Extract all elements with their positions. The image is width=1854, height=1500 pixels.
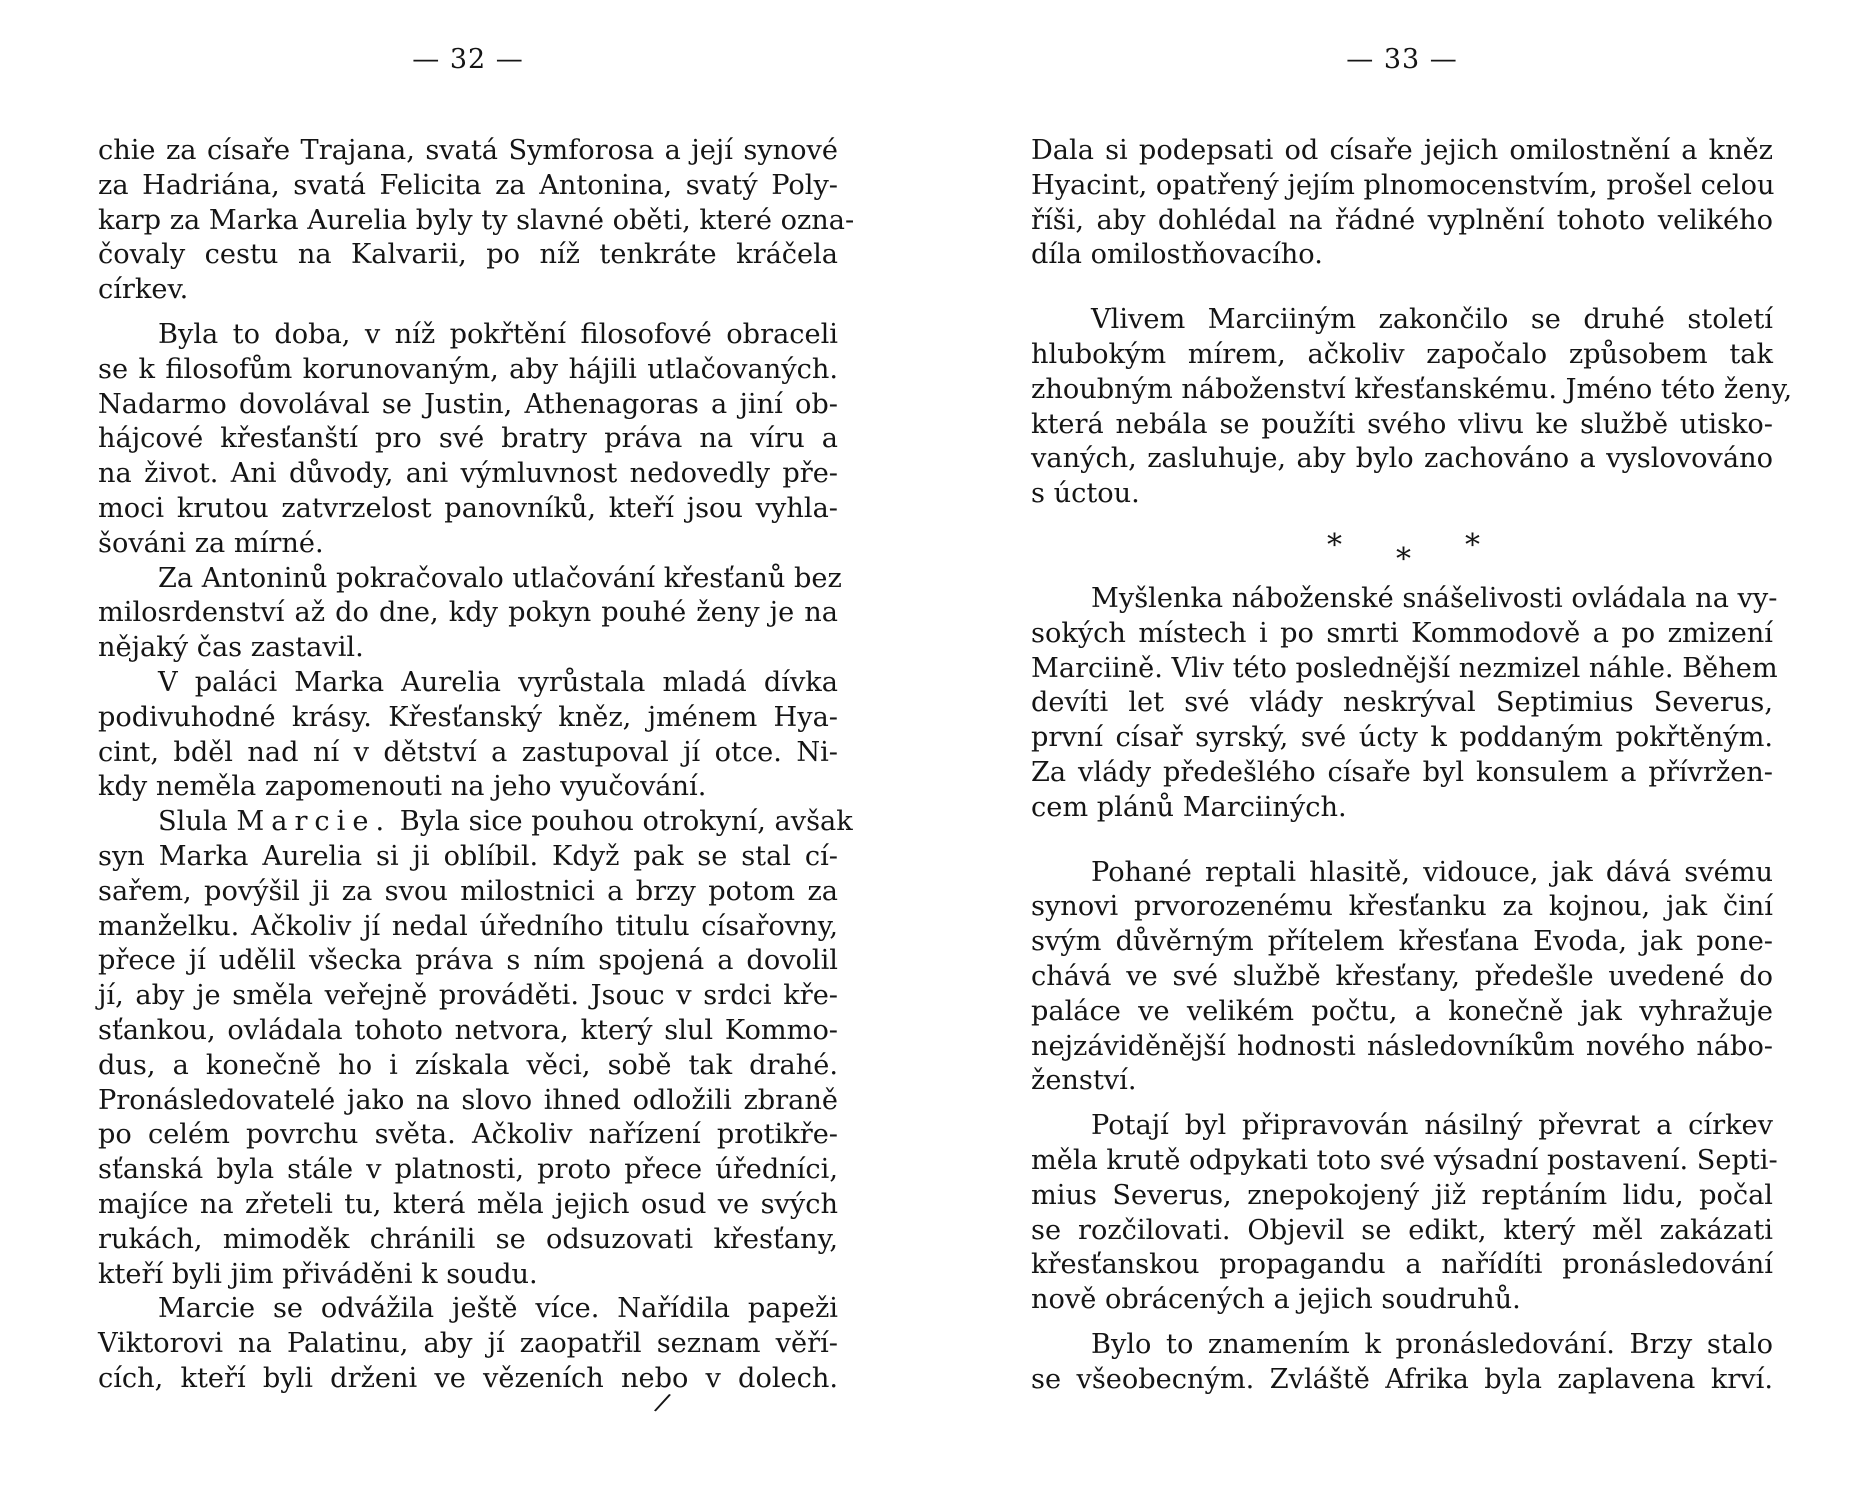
text-line: po celém povrchu světa. Ačkoliv nařízení protikře- — [98, 1119, 838, 1151]
text-line: zhoubným náboženství křesťanskému. Jméno této ženy, — [1031, 373, 1793, 405]
text-line: Myšlenka náboženské snášelivosti ovládala na vy- — [1091, 582, 1778, 614]
text-line: sťankou, ovládala tohoto netvora, který slul Kommo- — [98, 1014, 838, 1046]
text-line: křesťanskou propagandu a nařídíti pronásledování — [1031, 1249, 1773, 1281]
text-line: chie za císaře Trajana, svatá Symforosa a její synové — [98, 135, 838, 166]
star-glyph: * — [1396, 541, 1411, 577]
text-line: se rozčilovati. Objevil se edikt, který měl zakázati — [1031, 1214, 1773, 1246]
paragraph — [1031, 303, 1793, 512]
text-line: chává ve své službě křesťany, předešle uvedené do — [1031, 960, 1773, 992]
paragraph — [1031, 582, 1778, 826]
text-line: cint, bděl nad ní v dětství a zastupoval jí otce. Ni- — [98, 736, 838, 768]
text-line: vaných, zasluhuje, aby bylo zachováno a vyslovováno — [1031, 443, 1773, 475]
text-line: Nadarmo dovolával se Justin, Athenagoras a jiní ob- — [98, 388, 838, 420]
text-line: syn Marka Aurelia si ji oblíbil. Když pak se stal cí- — [98, 840, 838, 872]
text-fragment: Byla sice pouhou otrokyní, avšak — [399, 806, 853, 838]
text-line: Pronásledovatelé jako na slovo ihned odložili zbraně — [98, 1084, 838, 1116]
paragraph — [98, 1292, 838, 1396]
text-line: Marcie se odvážila ještě více. Nařídila papeži — [158, 1293, 838, 1325]
text-line: přece jí udělil všecka práva s ním spojená a dovolil — [98, 945, 838, 977]
text-line: devíti let své vlády neskrýval Septimius Severus, — [1031, 687, 1773, 719]
page-number-left: — 32 — — [412, 44, 524, 75]
text-line: karp za Marka Aurelia byly ty slavné oběti, které ozna- — [98, 204, 855, 236]
text-line: Dala si podepsati od císaře jejich omilostnění a kněz — [1031, 135, 1773, 166]
text-line — [98, 805, 853, 840]
text-fragment: Slula — [158, 806, 228, 838]
text-line: Potají byl připravován násilný převrat a církev — [1091, 1110, 1773, 1142]
text-line: sokých místech i po smrti Kommodově a po zmizení — [1031, 617, 1773, 649]
text-line: podivuhodné krásy. Křesťanský kněz, jménem Hya- — [98, 701, 838, 733]
text-line: svým důvěrným přítelem křesťana Evoda, jak pone- — [1031, 926, 1773, 958]
paragraph — [98, 666, 838, 805]
spaced-name-marcie: Marcie. — [236, 806, 392, 838]
paragraph — [1031, 1109, 1778, 1318]
text-line: dus, a konečně ho i získala věci, sobě tak drahé. — [98, 1049, 838, 1081]
text-line: sťanská byla stále v platnosti, proto přece úředníci, — [98, 1154, 838, 1186]
text-line: se všeobecným. Zvláště Afrika byla zaplavena krví. — [1031, 1363, 1773, 1395]
text-line: cích, kteří byli drženi ve vězeních nebo v dolech. — [98, 1362, 838, 1394]
text-line: Vlivem Marciiným zakončilo se druhé století — [1091, 304, 1773, 336]
text-line: hlubokým mírem, ačkoliv započalo způsobem tak — [1031, 338, 1773, 370]
text-line: paláce ve velikém počtu, a konečně jak vyhražuje — [1031, 995, 1773, 1027]
page-number-right: — 33 — — [1346, 44, 1458, 75]
text-line: která nebála se použíti svého vlivu ke službě utisko- — [1031, 408, 1773, 440]
text-line: se k filosofům korunovaným, aby hájili utlačovaných. — [98, 353, 838, 385]
text-line: V paláci Marka Aurelia vyrůstala mladá dívka — [158, 666, 838, 698]
text-line: nejzáviděnější hodnosti následovníkům nového nábo- — [1031, 1030, 1773, 1062]
text-line: kdy neměla zapomenouti na jeho vyučování. — [98, 771, 707, 803]
left-page-body — [98, 134, 855, 1397]
text-line: Za Antoninů pokračovalo utlačování křesťanů bez — [158, 562, 842, 594]
paragraph — [98, 805, 853, 1292]
star-glyph: * — [1465, 527, 1480, 563]
text-line: mius Severus, znepokojený již reptáním lidu, počal — [1031, 1179, 1773, 1211]
text-line: říši, aby dohlédal na řádné vyplnění tohoto velikého — [1031, 204, 1773, 236]
text-line: synovi prvorozenému křesťanku za kojnou, jak činí — [1031, 891, 1773, 923]
text-line: jí, aby je směla veřejně prováděti. Jsouc v srdci kře- — [98, 980, 838, 1012]
text-line: manželku. Ačkoliv jí nedal úředního titulu císařovny, — [98, 910, 838, 942]
text-line: kteří byli jim přiváděni k soudu. — [98, 1258, 538, 1290]
text-line: díla omilostňovacího. — [1031, 239, 1323, 271]
text-line: první císař syrský, své úcty k poddaným pokřtěným. — [1031, 722, 1773, 754]
paragraph — [1031, 134, 1773, 273]
text-line: nějaký čas zastavil. — [98, 632, 364, 664]
text-line: šováni za mírné. — [98, 527, 324, 559]
text-line: Byla to doba, v níž pokřtění filosofové obraceli — [158, 318, 838, 350]
text-line: nově obrácených a jejich soudruhů. — [1031, 1284, 1521, 1316]
text-line: na život. Ani důvody, ani výmluvnost nedovedly pře- — [98, 458, 838, 490]
text-line: milosrdenství až do dne, kdy pokyn pouhé ženy je na — [98, 597, 838, 629]
text-line: Bylo to znamením k pronásledování. Brzy stalo — [1091, 1328, 1773, 1360]
paragraph — [98, 562, 842, 666]
text-line: Hyacint, opatřený jejím plnomocenstvím, prošel celou — [1031, 169, 1775, 201]
paragraph — [1031, 1328, 1773, 1398]
text-line: Viktorovi na Palatinu, aby jí zaopatřil seznam věří- — [98, 1328, 838, 1360]
text-line: Pohané reptali hlasitě, vidouce, jak dává svému — [1091, 856, 1773, 888]
text-line: rukách, mimoděk chránili se odsuzovati křesťany, — [98, 1223, 838, 1255]
text-line: majíce na zřeteli tu, která měla jejich osud ve svých — [98, 1188, 838, 1220]
text-line: ženství. — [1031, 1065, 1137, 1097]
star-glyph: * — [1327, 527, 1342, 563]
text-line: čovaly cestu na Kalvarii, po níž tenkráte kráčela — [98, 239, 838, 271]
text-line: sařem, povýšil ji za svou milostnici a brzy potom za — [98, 875, 838, 907]
paragraph — [98, 318, 838, 562]
text-line: měla krutě odpykati toto své výsadní postavení. Septi- — [1031, 1144, 1778, 1176]
text-line: hájcové křesťanští pro své bratry práva na víru a — [98, 423, 838, 455]
text-line: za Hadriána, svatá Felicita za Antonina, svatý Poly- — [98, 169, 838, 201]
text-line: moci krutou zatvrzelost panovníků, kteří jsou vyhla- — [98, 492, 838, 524]
text-line: cem plánů Marciiných. — [1031, 791, 1347, 823]
section-divider-stars — [1031, 512, 1773, 577]
right-page-body — [1031, 134, 1793, 1398]
text-line: církev. — [98, 274, 189, 306]
text-line: s úctou. — [1031, 478, 1140, 510]
paragraph — [1031, 856, 1773, 1100]
stray-mark: / — [652, 1387, 673, 1419]
text-line: Marciině. Vliv této poslednější nezmizel náhle. Během — [1031, 652, 1778, 684]
text-line: Za vlády předešlého císaře byl konsulem a přívržen- — [1031, 756, 1773, 788]
paragraph — [98, 134, 855, 308]
